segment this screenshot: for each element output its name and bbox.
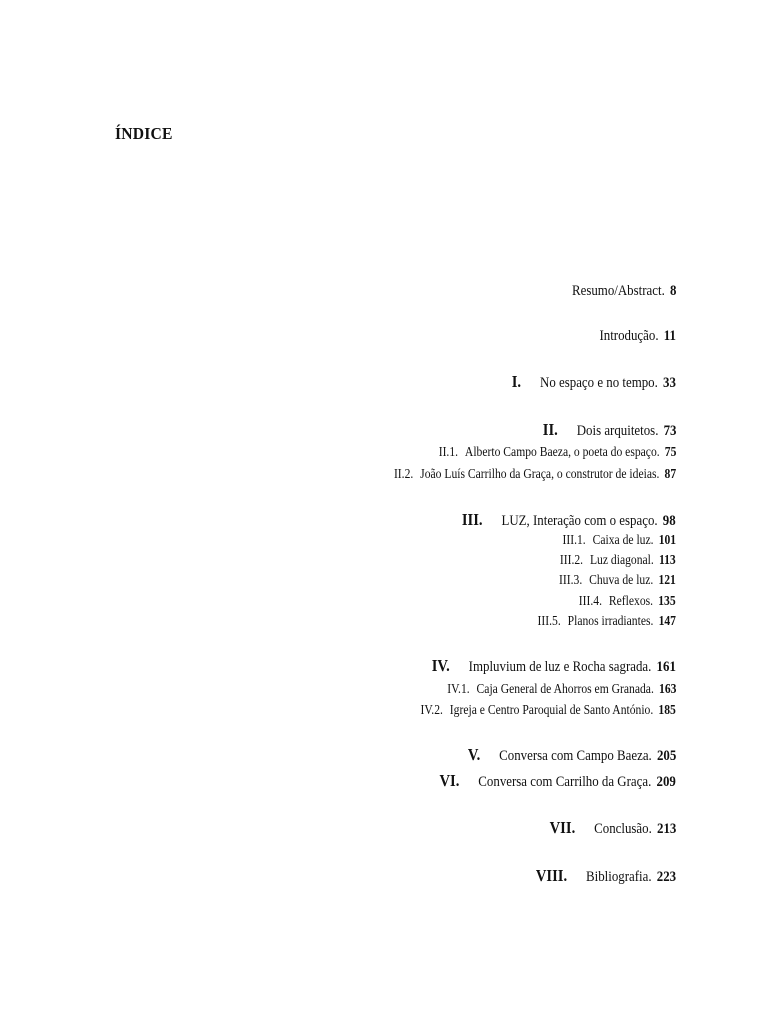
toc-entry-chapter-3 (462, 510, 676, 530)
toc-entry-section-4-1 (447, 681, 676, 697)
chapter-numeral: V. (467, 745, 480, 764)
chapter-numeral: VIII. (535, 866, 568, 885)
toc-entry-section-3-5 (538, 613, 676, 629)
toc-entry-resumo (572, 283, 676, 300)
toc-page-number: 147 (658, 613, 676, 628)
toc-entry-section-3-4 (579, 593, 676, 609)
toc-entry-text: Caja General de Ahorros em Granada. (476, 681, 654, 696)
section-code: II.2. (393, 466, 414, 481)
toc-page-number: 163 (658, 681, 676, 696)
toc-page-number: 185 (658, 702, 676, 717)
section-code: III.4. (579, 593, 603, 608)
toc-entry-text: Igreja e Centro Paroquial de Santo António. (449, 702, 654, 717)
toc-page-number: 135 (658, 593, 676, 608)
toc-entry-section-3-2 (560, 552, 676, 568)
toc-page-number: 121 (658, 572, 676, 587)
section-code: II.1. (438, 444, 458, 459)
toc-entry-text: Planos irradiantes. (567, 613, 654, 628)
toc-entry-text: João Luís Carrilho da Graça, o construtor de ideias. (420, 466, 660, 481)
toc-entry-chapter-1 (512, 372, 676, 392)
section-code: IV.1. (446, 681, 470, 696)
toc-page-number: 113 (659, 552, 676, 567)
toc-entry-text: Conclusão. (593, 821, 652, 837)
chapter-numeral: III. (462, 510, 483, 529)
toc-entry-section-2-1 (438, 444, 676, 460)
toc-page-number: 11 (663, 328, 676, 344)
toc-entry-chapter-2 (542, 420, 676, 440)
toc-page-number: 209 (656, 774, 676, 790)
chapter-numeral: VI. (439, 771, 460, 790)
toc-entry-text: Alberto Campo Baeza, o poeta do espaço. (464, 444, 660, 459)
toc-entry-section-3-1 (562, 532, 676, 548)
toc-page-number: 101 (658, 532, 676, 547)
toc-entry-section-2-2 (394, 466, 676, 482)
toc-entry-text: Bibliografia. (585, 869, 652, 885)
toc-page-number: 73 (663, 423, 676, 439)
toc-entry-section-3-3 (559, 572, 676, 588)
toc-entry-text: Resumo/Abstract. (571, 283, 665, 299)
toc-page-number: 87 (664, 466, 676, 481)
toc-page-number: 98 (663, 513, 676, 529)
chapter-numeral: I. (511, 372, 522, 391)
toc-page-number: 223 (656, 869, 676, 885)
chapter-numeral: VII. (549, 818, 575, 837)
toc-entry-introducao (600, 328, 676, 345)
toc-entry-text: Conversa com Carrilho da Graça. (478, 774, 652, 790)
toc-entry-text: Luz diagonal. (590, 552, 655, 567)
section-code: III.5. (537, 613, 561, 628)
toc-entry-text: LUZ, Interação com o espaço. (501, 513, 658, 529)
toc-entry-text: Impluvium de luz e Rocha sagrada. (468, 659, 652, 675)
toc-entry-text: Reflexos. (609, 593, 654, 608)
toc-page-number: 205 (656, 748, 676, 764)
toc-page-number: 33 (663, 375, 676, 391)
toc-entry-text: Chuva de luz. (589, 572, 654, 587)
toc-entry-section-4-2 (421, 702, 676, 718)
section-code: III.3. (559, 572, 583, 587)
section-code: IV.2. (420, 702, 444, 717)
toc-entry-text: No espaço e no tempo. (540, 375, 658, 391)
toc-entry-text: Caixa de luz. (592, 532, 654, 547)
toc-page-number: 8 (669, 283, 676, 299)
section-code: III.2. (560, 552, 584, 567)
chapter-numeral: II. (542, 420, 558, 439)
toc-entry-chapter-5 (468, 745, 676, 765)
toc-entry-text: Conversa com Campo Baeza. (498, 748, 652, 764)
toc-entry-chapter-6 (440, 771, 676, 791)
toc-entry-text: Introdução. (599, 328, 659, 344)
toc-entry-text: Dois arquitetos. (576, 423, 658, 439)
toc-page-number: 75 (664, 444, 676, 459)
page-title: ÍNDICE (115, 124, 173, 143)
section-code: III.1. (562, 532, 586, 547)
toc-entry-chapter-8 (536, 866, 676, 886)
toc-entry-chapter-4 (432, 656, 676, 676)
chapter-numeral: IV. (431, 656, 450, 675)
toc-page-number: 161 (656, 659, 676, 675)
toc-entry-chapter-7 (549, 818, 676, 838)
toc-page-number: 213 (656, 821, 676, 837)
